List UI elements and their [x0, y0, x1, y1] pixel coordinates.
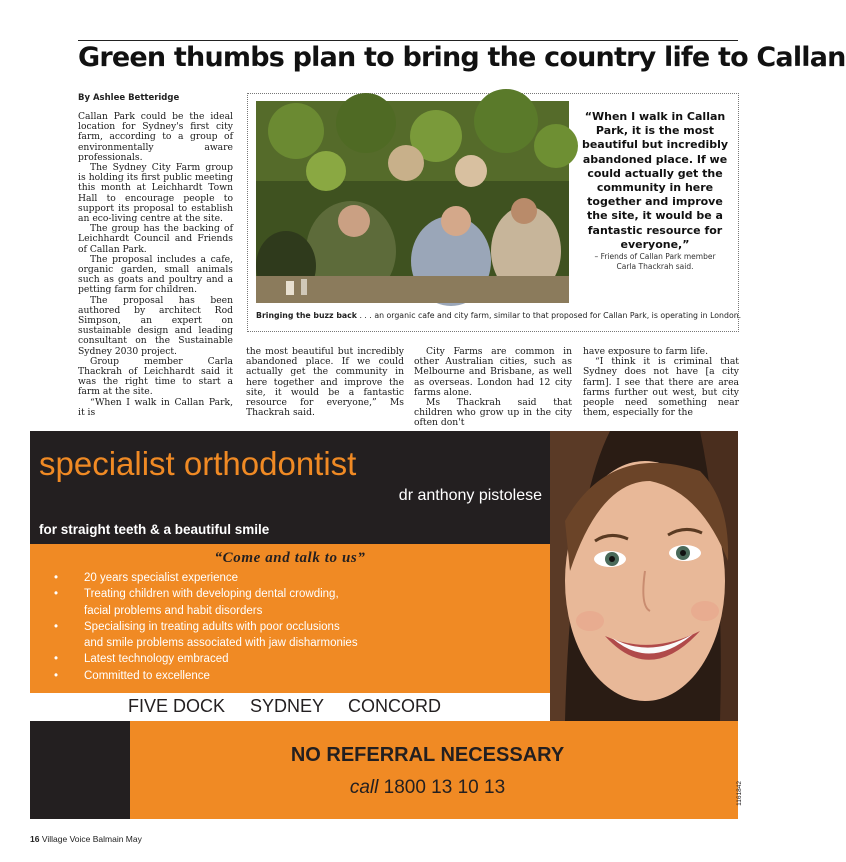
- feature-text: Committed to excellence: [84, 669, 210, 682]
- feature-text-continued: facial problems and habit disorders: [84, 604, 263, 617]
- article-column-3: [414, 346, 572, 429]
- caption-lead: Bringing the buzz back: [256, 311, 357, 320]
- ad-features-panel: [30, 544, 550, 693]
- paragraph: “I think it is criminal that Sydney does not have [a city farm]. I see that there are area farms further out west, but city people need something near them, especially for the: [583, 356, 739, 419]
- list-item: [54, 668, 358, 684]
- list-item: [54, 570, 358, 586]
- ad-code: 1161842: [736, 781, 743, 806]
- no-referral-text: NO REFERRAL NECESSARY: [290, 744, 565, 766]
- paragraph: “When I walk in Callan Park, it is: [78, 396, 233, 418]
- byline: By Ashlee Betteridge: [78, 93, 180, 103]
- article-column-4: [583, 346, 739, 419]
- feature-text: Latest technology embraced: [84, 653, 229, 666]
- paragraph: Callan Park could be the ideal location for Sydney's first city farm, according to a group of environmentally aware professionals.: [78, 111, 233, 163]
- call-word: call: [349, 777, 379, 798]
- paragraph: Ms Thackrah said that children who grow up in the city often don't: [414, 397, 572, 429]
- cafe-photo: [256, 101, 569, 303]
- paragraph: The Sydney City Farm group is holding its first public meeting this month at Leichhardt Town Hall to encourage people to support its proposal to establish an eco-living centre at the site.: [78, 162, 233, 225]
- photo-caption: [256, 311, 742, 320]
- bullet-icon: •: [54, 653, 59, 666]
- feature-text-continued: and smile problems associated with jaw disharmonies: [84, 637, 358, 650]
- paragraph: The group has the backing of Leichhardt Council and Friends of Callan Park.: [78, 223, 233, 255]
- ad-feature-list: [54, 570, 358, 684]
- ad-invitation: “Come and talk to us”: [214, 550, 366, 566]
- phone-number: 1800 13 10 13: [383, 777, 506, 798]
- page-footer: [30, 834, 142, 844]
- feature-text: Specialising in treating adults with poor occlusions: [84, 620, 340, 633]
- smiling-woman-photo: [550, 431, 738, 721]
- pull-quote-attribution: [580, 252, 730, 272]
- paragraph: The proposal has been authored by architect Rod Simpson, an expert on sustainable design and leading consultant on the Sustainable Sydney 2030 project.: [78, 294, 233, 357]
- cafe-photo-illustration: [256, 101, 569, 303]
- ad-title: specialist orthodontist: [39, 445, 357, 482]
- ad-locations: [30, 693, 550, 721]
- orthodontist-advertisement: [30, 431, 743, 819]
- bullet-icon: •: [54, 572, 59, 584]
- call-line: [130, 777, 725, 799]
- location-sydney: SYDNEY: [250, 696, 325, 716]
- location-concord: CONCORD: [348, 696, 441, 716]
- list-item: [54, 586, 358, 619]
- ad-doctor-name: dr anthony pistolese: [398, 487, 542, 504]
- bullet-icon: •: [54, 620, 59, 633]
- caption-text: . . . an organic cafe and city farm, similar to that proposed for Callan Park, is operating in London.: [356, 311, 742, 320]
- paragraph: have exposure to farm life.: [583, 346, 709, 357]
- ad-footer-block: [30, 721, 130, 819]
- attribution-line: Carla Thackrah said.: [616, 262, 694, 271]
- paragraph: City Farms are common in other Australian cities, such as Melbourne and Brisbane, as well as overseas. London had 12 city farms alone.: [414, 346, 572, 398]
- article-column-2: [246, 346, 404, 419]
- ad-tagline: for straight teeth & a beautiful smile: [39, 522, 270, 537]
- bullet-icon: •: [54, 669, 59, 682]
- bullet-icon: •: [54, 588, 59, 601]
- ad-header: [30, 431, 550, 544]
- list-item: [54, 619, 358, 652]
- article-column-1: [78, 111, 233, 418]
- publication-name: Village Voice Balmain May: [41, 834, 142, 844]
- pull-quote: “When I walk in Callan Park, it is the most beautiful but incredibly abandoned place. If we could actually get the community in here together and improve the site, it would be a fantastic resource for everyone,”: [581, 110, 729, 251]
- ad-contact-panel: [130, 721, 743, 819]
- location-five-dock: FIVE DOCK: [128, 696, 226, 716]
- feature-text: 20 years specialist experience: [84, 572, 239, 584]
- feature-text: Treating children with developing dental crowding,: [84, 588, 339, 601]
- paragraph: Group member Carla Thackrah of Leichhardt said it was the right time to start a farm at the site.: [78, 355, 233, 398]
- portrait-illustration: [550, 431, 738, 721]
- list-item: [54, 651, 358, 667]
- paragraph: The proposal includes a cafe, organic garden, small animals such as goats and poultry and a petting farm for children.: [78, 253, 233, 296]
- headline: Green thumbs plan to bring the country life to Callan: [78, 42, 846, 73]
- page-number: 16: [30, 834, 40, 844]
- headline-rule: [78, 40, 738, 41]
- paragraph: the most beautiful but incredibly abandoned place. If we could actually get the community in here together and improve the site, it would be a fantastic resource for everyone,” Ms Thackrah said.: [246, 346, 404, 419]
- attribution-line: – Friends of Callan Park member: [594, 252, 716, 261]
